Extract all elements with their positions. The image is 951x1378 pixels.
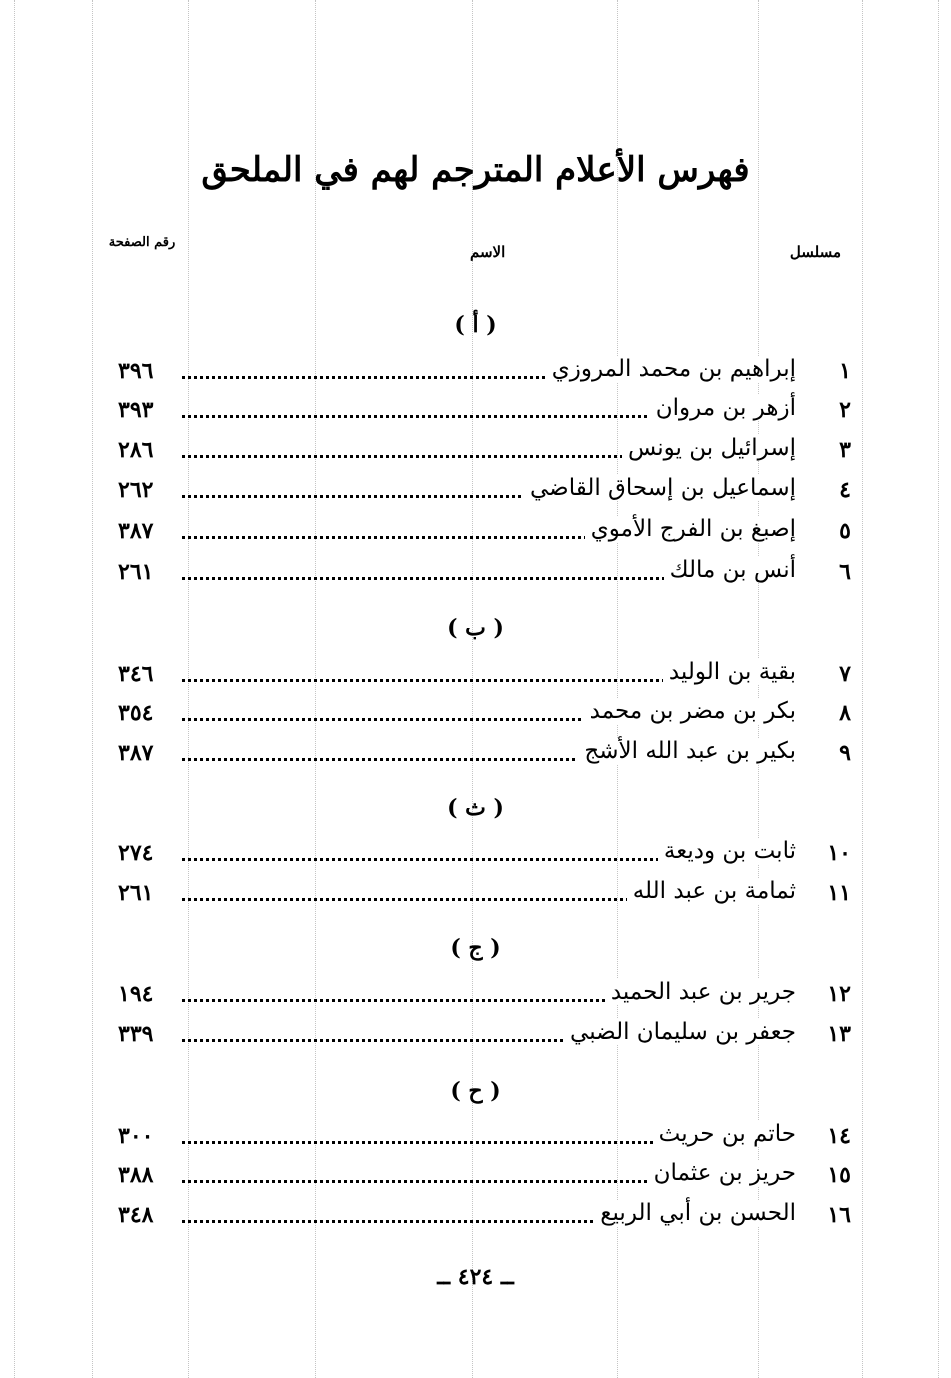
entry-serial: ٥ bbox=[839, 518, 851, 544]
entry-page: ٣٣٩ bbox=[118, 1021, 154, 1047]
entry-serial: ٨ bbox=[839, 700, 851, 726]
page-title: فهرس الأعلام المترجم لهم في الملحق bbox=[201, 150, 750, 190]
entry-page: ٣٩٦ bbox=[118, 358, 154, 384]
entry-page: ٣٥٤ bbox=[118, 700, 154, 726]
section-letter-heading: ( ث ) bbox=[447, 795, 504, 821]
entry-name: الحسن بن أبي الربيع bbox=[594, 1200, 796, 1226]
section-letter-heading: ( ب ) bbox=[447, 615, 504, 641]
entry-name: جرير بن عبد الحميد bbox=[605, 979, 796, 1005]
index-entry bbox=[0, 1202, 951, 1242]
entry-page: ٢٨٦ bbox=[118, 437, 154, 463]
entry-page: ٣٠٠ bbox=[118, 1123, 154, 1149]
section-letter-heading: ( ح ) bbox=[450, 1078, 501, 1104]
section-letter-heading: ( أ ) bbox=[454, 312, 497, 338]
entry-name: أنس بن مالك bbox=[664, 557, 796, 583]
entry-name: بكير بن عبد الله الأشج bbox=[578, 738, 796, 764]
index-entry bbox=[0, 981, 951, 1021]
index-entry bbox=[0, 437, 951, 477]
column-header-page: رقم الصفحة bbox=[108, 235, 176, 250]
index-entry bbox=[0, 661, 951, 701]
index-entry bbox=[0, 477, 951, 517]
index-entry bbox=[0, 1021, 951, 1061]
index-entry bbox=[0, 1162, 951, 1202]
entry-name: إصبغ بن الفرج الأموي bbox=[585, 516, 796, 542]
entry-serial: ٢ bbox=[839, 397, 851, 423]
entry-name: إسرائيل بن يونس bbox=[622, 435, 796, 461]
entry-name: بكر بن مضر بن محمد bbox=[584, 698, 796, 724]
column-header-serial: مسلسل bbox=[789, 243, 841, 261]
page-number: ــ ٤٢٤ ــ bbox=[437, 1264, 514, 1290]
entry-name: أزهر بن مروان bbox=[650, 395, 796, 421]
section-letter-heading: ( ج ) bbox=[450, 935, 501, 961]
index-entry bbox=[0, 880, 951, 920]
index-entry bbox=[0, 700, 951, 740]
index-entry bbox=[0, 518, 951, 558]
entry-page: ٣٨٧ bbox=[118, 518, 154, 544]
entry-name: جعفر بن سليمان الضبي bbox=[564, 1019, 796, 1045]
index-entry bbox=[0, 840, 951, 880]
entry-serial: ١٤ bbox=[827, 1123, 851, 1149]
entry-serial: ١٣ bbox=[827, 1021, 851, 1047]
entry-page: ٣٤٦ bbox=[118, 661, 154, 687]
entry-page: ٢٦٢ bbox=[118, 477, 154, 503]
entry-serial: ١٠ bbox=[827, 840, 851, 866]
entry-serial: ١٥ bbox=[827, 1162, 851, 1188]
entry-serial: ١٢ bbox=[827, 981, 851, 1007]
entry-page: ٣٩٣ bbox=[118, 397, 154, 423]
entry-name: حاتم بن حريث bbox=[653, 1121, 796, 1147]
index-entry bbox=[0, 397, 951, 437]
entry-page: ٢٦١ bbox=[118, 880, 154, 906]
entry-name: إسماعيل بن إسحاق القاضي bbox=[524, 475, 796, 501]
entry-name: حريز بن عثمان bbox=[648, 1160, 796, 1186]
index-entry bbox=[0, 1123, 951, 1163]
entry-name: بقية بن الوليد bbox=[663, 659, 796, 685]
column-header-name: الاسم bbox=[470, 243, 506, 261]
entry-serial: ٧ bbox=[839, 661, 851, 687]
entry-name: إبراهيم بن محمد المروزي bbox=[546, 356, 796, 382]
entry-page: ٣٤٨ bbox=[118, 1202, 154, 1228]
entry-serial: ٣ bbox=[839, 437, 851, 463]
entry-page: ٢٦١ bbox=[118, 559, 154, 585]
entry-page: ٣٨٧ bbox=[118, 740, 154, 766]
entry-page: ٢٧٤ bbox=[118, 840, 154, 866]
entry-serial: ٤ bbox=[839, 477, 851, 503]
entry-serial: ١٦ bbox=[827, 1202, 851, 1228]
index-entry bbox=[0, 358, 951, 398]
entry-page: ٣٨٨ bbox=[118, 1162, 154, 1188]
entry-serial: ١١ bbox=[827, 880, 851, 906]
entry-serial: ٩ bbox=[839, 740, 851, 766]
index-entry bbox=[0, 559, 951, 599]
entry-name: ثابت بن وديعة bbox=[658, 838, 796, 864]
entry-serial: ٦ bbox=[839, 559, 851, 585]
index-entry bbox=[0, 740, 951, 780]
entry-serial: ١ bbox=[839, 358, 851, 384]
entry-name: ثمامة بن عبد الله bbox=[627, 878, 796, 904]
entry-page: ١٩٤ bbox=[118, 981, 154, 1007]
